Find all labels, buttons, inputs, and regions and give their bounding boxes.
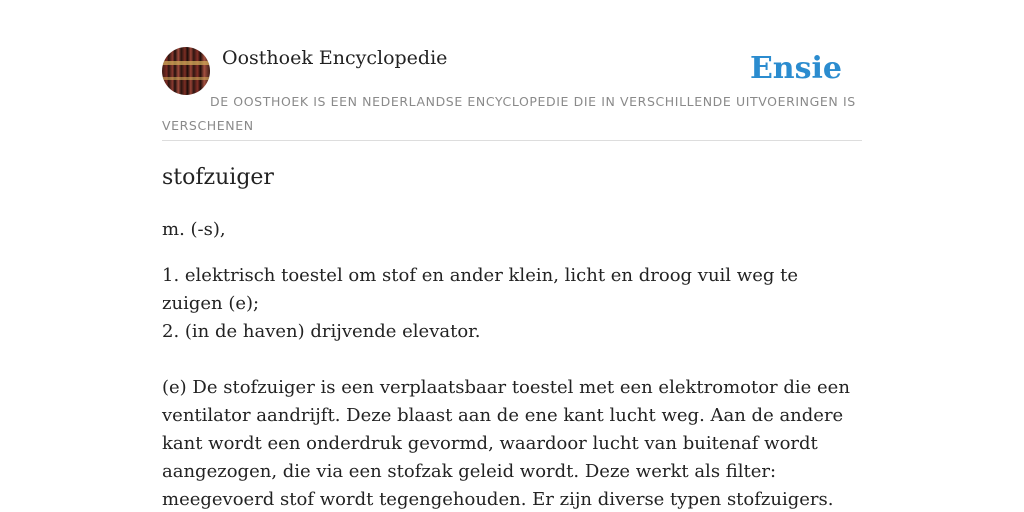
entry-term: stofzuiger	[162, 165, 274, 190]
site-tagline: DE OOSTHOEK IS EEN NEDERLANDSE ENCYCLOPEDIE DIE IN VERSCHILLENDE UITVOERINGEN IS VERSCHENEN	[162, 94, 856, 133]
definitions-list	[162, 262, 862, 346]
entry-content	[162, 160, 862, 512]
site-title[interactable]: Oosthoek Encyclopedie	[222, 47, 448, 69]
ensie-logo[interactable]: Ensie	[749, 51, 842, 86]
definition-item: 2. (in de haven) drijvende elevator.	[162, 321, 481, 342]
site-header	[162, 46, 862, 141]
book-spines-icon[interactable]	[162, 47, 210, 95]
definition-item: 1. elektrisch toestel om stof en ander klein, licht en droog vuil weg te zuigen (e);	[162, 265, 798, 314]
entry-note: (e) De stofzuiger is een verplaatsbaar toestel met een elektromotor die een ventilator aandrijft. Deze blaast aan de ene kant lucht weg. Aan de andere kant wordt een onderdruk gevormd, waardoor lucht van buitenaf wordt aangezogen, die via een stofzak geleid wordt. Deze werkt als filter: meegevoerd stof wordt tegengehouden. Er zijn diverse typen stofzuigers.	[162, 377, 850, 510]
grammar-info: m. (-s),	[162, 219, 226, 240]
